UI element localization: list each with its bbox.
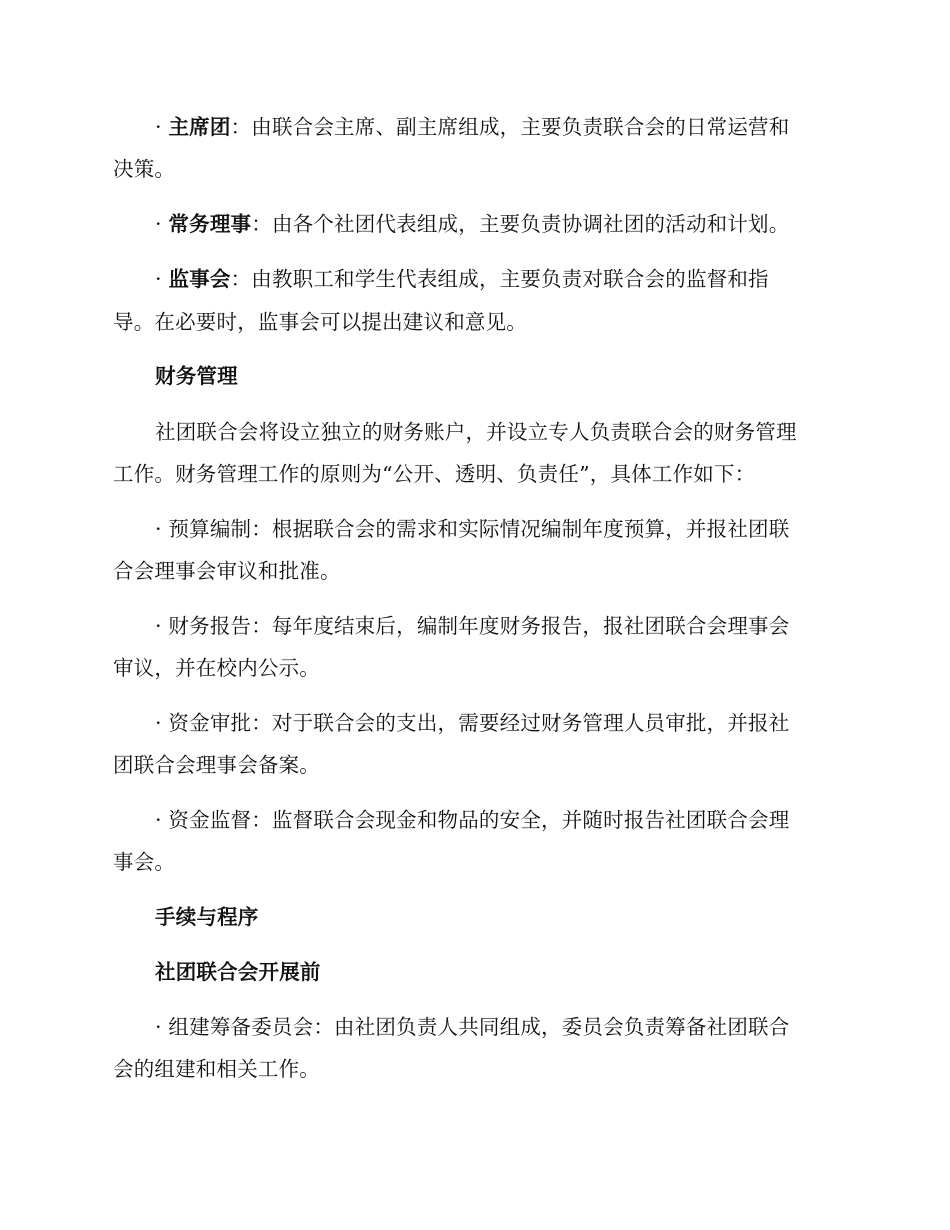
presidium-label: 主席团	[168, 115, 231, 139]
procedures-heading: 手续与程序	[155, 905, 259, 929]
bullet: ·	[155, 115, 169, 139]
standing-council-line	[155, 210, 789, 238]
supervisory-board-line-2: 导。在必要时，监事会可以提出建议和意见。	[113, 310, 527, 334]
supervisory-board-label: 监事会	[168, 267, 231, 291]
presidium-text-1: ：由联合会主席、副主席组成，主要负责联合会的日常运营和	[230, 115, 790, 139]
procedures-subheading: 社团联合会开展前	[155, 960, 321, 984]
supervision-line-2: 事会。	[113, 850, 176, 874]
budget-line-1: · 预算编制：根据联合会的需求和实际情况编制年度预算，并报社团联	[155, 517, 790, 541]
presidium-line-1	[155, 113, 789, 141]
committee-line-1: · 组建筹备委员会：由社团负责人共同组成，委员会负责筹备社团联合	[155, 1015, 790, 1039]
budget-line-2: 合会理事会审议和批准。	[113, 559, 341, 583]
report-line-2: 审议，并在校内公示。	[113, 656, 320, 680]
supervision-line-1: · 资金监督：监督联合会现金和物品的安全，并随时报告社团联合会理	[155, 808, 790, 832]
approval-line-1: · 资金审批：对于联合会的支出，需要经过财务管理人员审批，并报社	[155, 711, 790, 735]
committee-line-2: 会的组建和相关工作。	[113, 1057, 320, 1081]
approval-line-2: 团联合会理事会备案。	[113, 753, 320, 777]
supervisory-board-text-1: ：由教职工和学生代表组成，主要负责对联合会的监督和指	[230, 267, 769, 291]
supervisory-board-line-1	[155, 265, 769, 293]
report-line-1: · 财务报告：每年度结束后，编制年度财务报告，报社团联合会理事会	[155, 614, 790, 638]
finance-heading: 财务管理	[155, 364, 238, 388]
bullet: ·	[155, 212, 169, 236]
standing-council-label: 常务理事	[168, 212, 252, 236]
presidium-line-2: 决策。	[113, 157, 176, 181]
bullet: ·	[155, 267, 169, 291]
standing-council-text: ：由各个社团代表组成，主要负责协调社团的活动和计划。	[251, 212, 790, 236]
finance-intro-line-1: 社团联合会将设立独立的财务账户，并设立专人负责联合会的财务管理	[155, 420, 797, 444]
finance-intro-line-2: 工作。财务管理工作的原则为“公开、透明、负责任”，具体工作如下：	[113, 462, 756, 486]
